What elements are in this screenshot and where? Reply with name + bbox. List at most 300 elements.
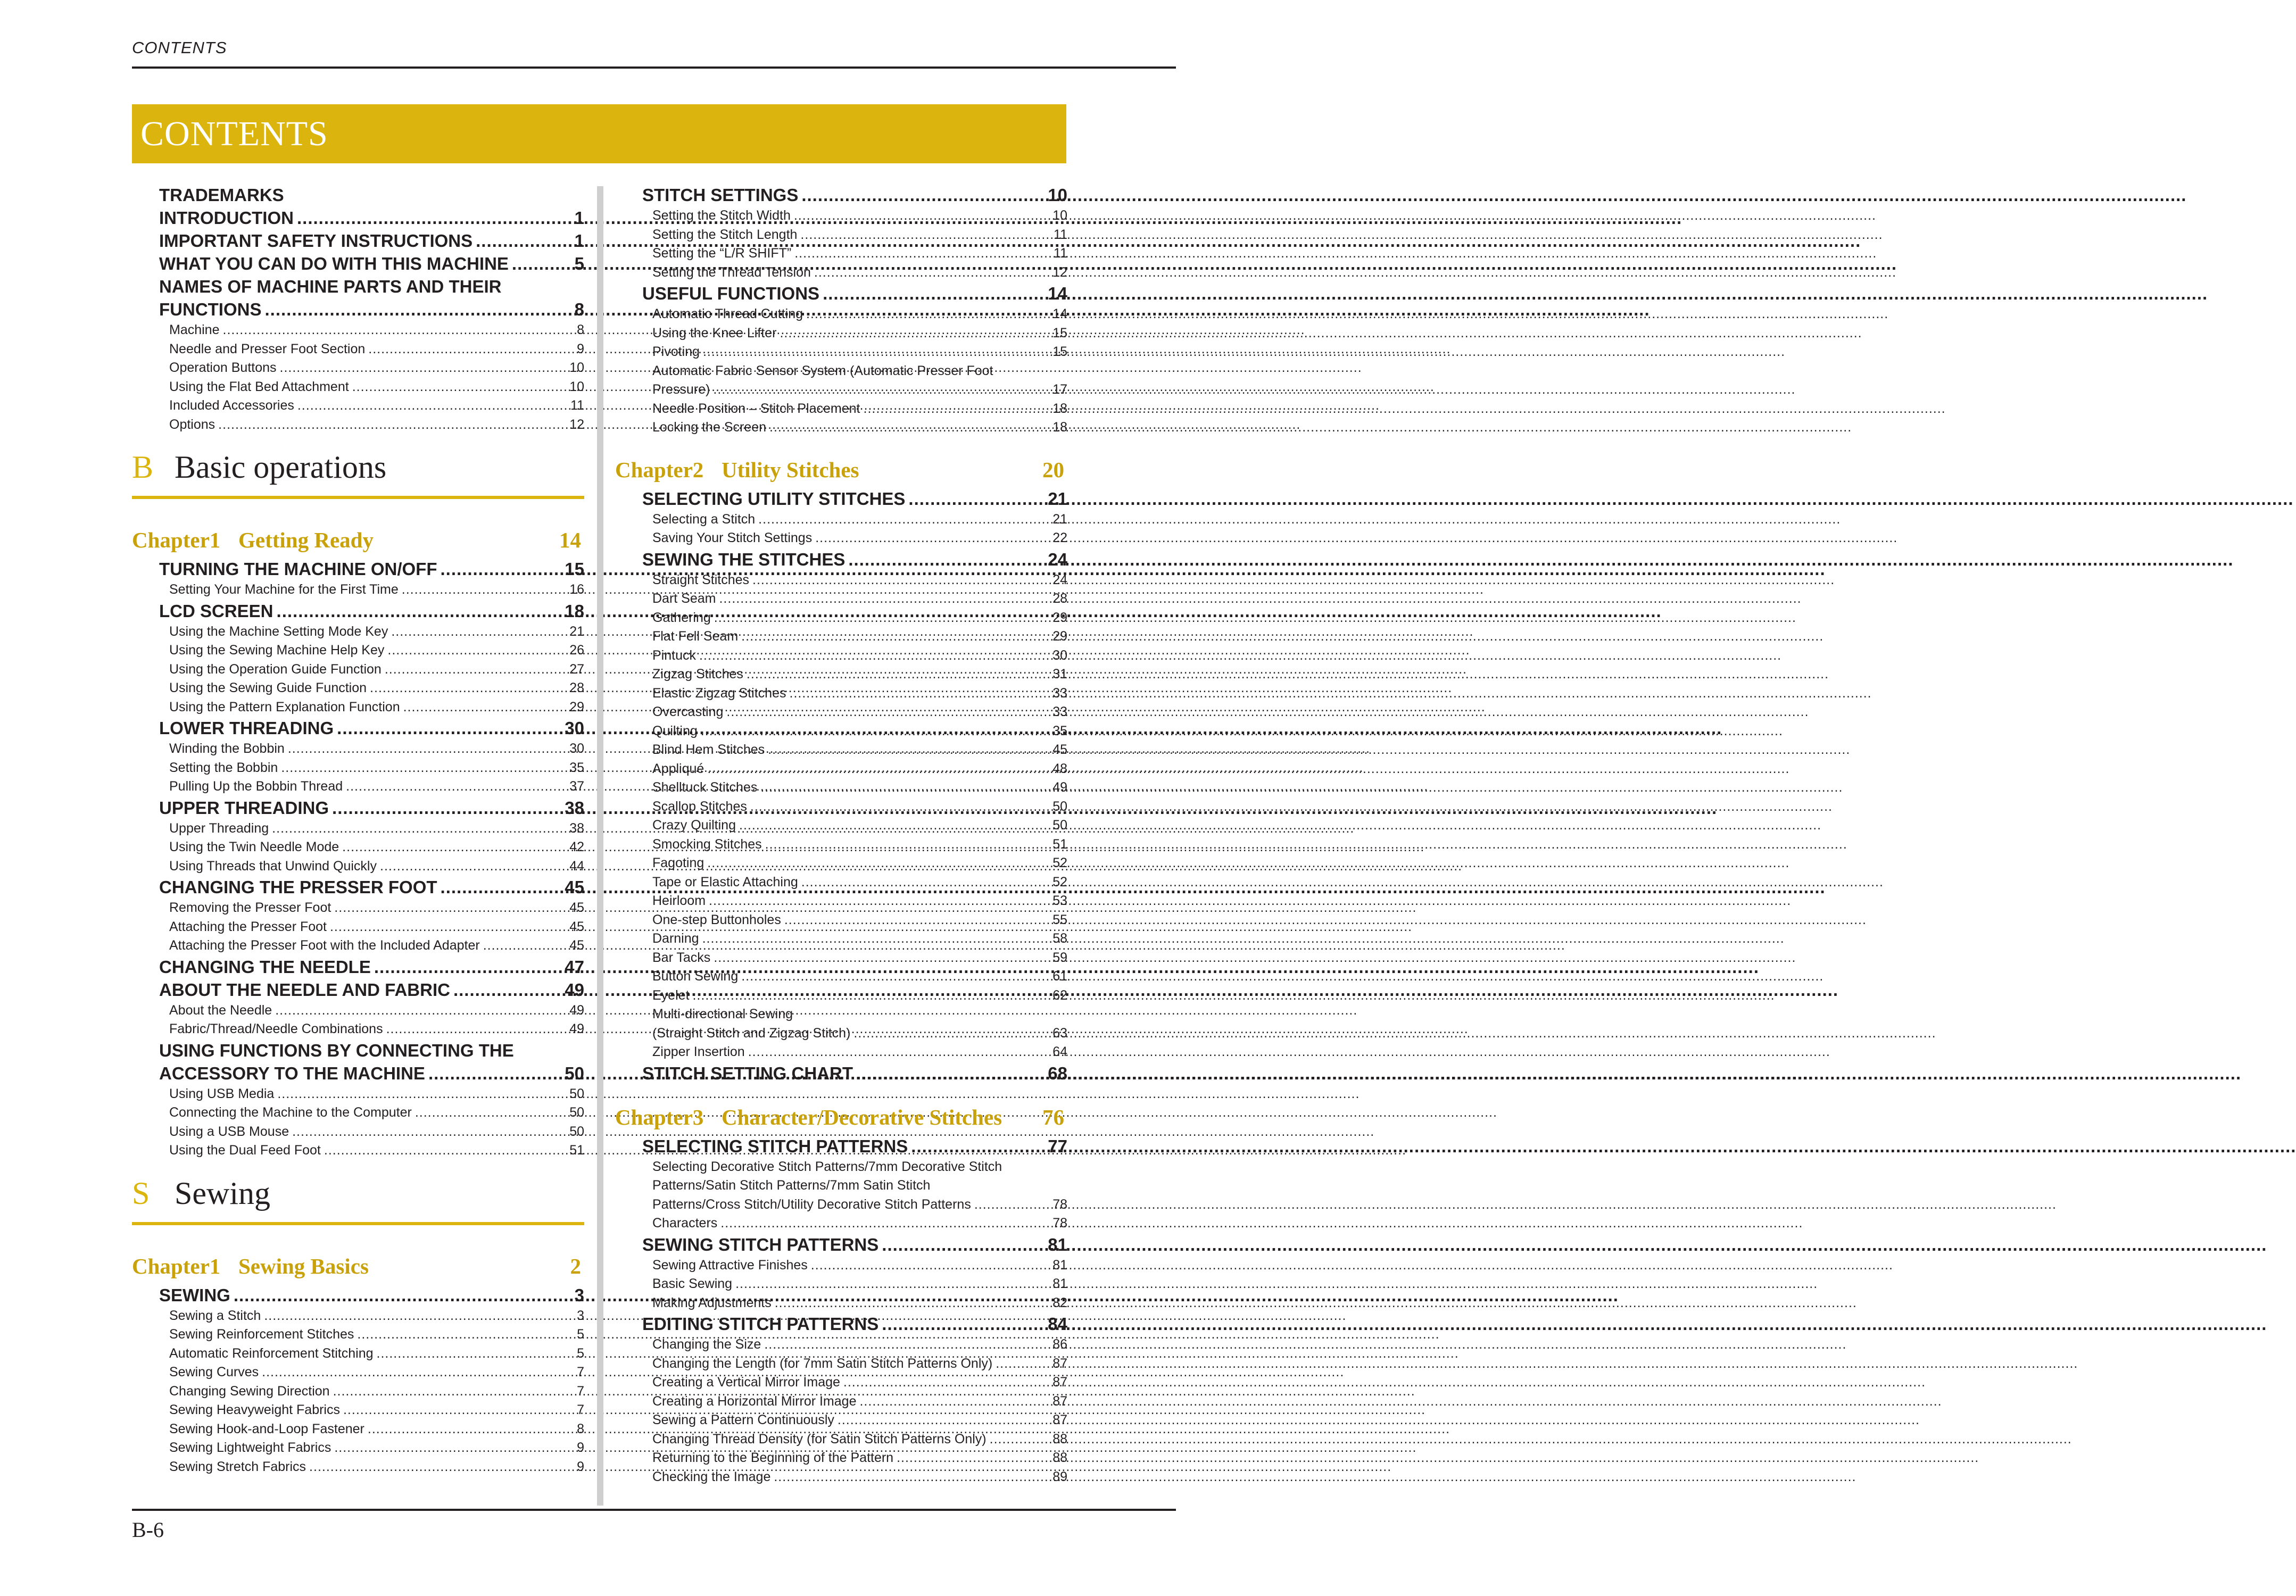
entry-title: Attaching the Presser Foot [169, 919, 327, 934]
toc-heading[interactable] [642, 1312, 1067, 1335]
toc-subentry[interactable] [169, 378, 584, 397]
chapter-title: Getting Ready [238, 528, 374, 552]
dot-leader [882, 1312, 1045, 1335]
toc-subentry[interactable]: Selecting Decorative Stitch Patterns/7mm Decorative Stitch [652, 1159, 1002, 1174]
entry-page: 15 [565, 559, 584, 579]
entry-page: 5 [577, 1345, 584, 1361]
toc-heading[interactable] [159, 717, 584, 739]
entry-page: 8 [574, 300, 584, 319]
entry-page: 28 [569, 680, 584, 695]
entry-title: Automatic Reinforcement Stitching [169, 1345, 374, 1361]
entry-page: 51 [1052, 836, 1067, 852]
toc-subentry[interactable] [652, 741, 1067, 760]
entry-title: ABOUT THE NEEDLE AND FABRIC [159, 979, 450, 1000]
entry-title: Elastic Zigzag Stitches [652, 685, 786, 701]
toc-subentry[interactable] [652, 510, 1067, 529]
dot-leader [990, 1430, 1050, 1449]
entry-title: LCD SCREEN [159, 601, 273, 621]
dot-leader [386, 1020, 567, 1039]
dot-leader [334, 899, 566, 918]
entry-title: Included Accessories [169, 398, 294, 413]
entry-title: Setting the Bobbin [169, 760, 278, 775]
dot-leader [699, 646, 1049, 666]
toc-subentry[interactable] [652, 226, 1067, 245]
entry-page: 81 [1052, 1257, 1067, 1273]
dot-leader [387, 641, 566, 660]
entry-page: 62 [1052, 987, 1067, 1003]
entry-title: SELECTING UTILITY STITCHES [642, 488, 906, 509]
dot-leader [750, 797, 1049, 817]
toc-subentry[interactable] [652, 873, 1067, 892]
dot-leader [385, 660, 566, 679]
entry-title: Needle Position – Stitch Placement [652, 401, 860, 416]
part-letter: S [132, 1175, 150, 1211]
entry-title: Upper Threading [169, 820, 269, 836]
toc-subentry[interactable] [652, 835, 1067, 854]
toc-subentry[interactable] [652, 760, 1067, 779]
toc-subentry[interactable] [652, 1392, 1067, 1411]
chapter-page: 14 [559, 528, 581, 552]
chapter-page: 20 [1042, 457, 1064, 482]
toc-heading[interactable] [159, 206, 584, 229]
entry-page: 50 [1052, 818, 1067, 833]
toc-subentry[interactable] [652, 1256, 1067, 1275]
dot-leader [775, 1294, 1049, 1313]
toc-heading[interactable]: NAMES OF MACHINE PARTS AND THEIR [159, 277, 502, 296]
dot-leader [352, 378, 567, 397]
entry-title: Heirloom [652, 893, 706, 908]
entry-title: Button Sewing [652, 969, 739, 984]
dot-leader [764, 1335, 1049, 1354]
entry-page: 24 [1052, 572, 1067, 587]
entry-title: Needle and Presser Foot Section [169, 341, 366, 356]
entry-page: 59 [1052, 950, 1067, 965]
entry-title: Using USB Media [169, 1086, 275, 1101]
toc-subentry[interactable] [652, 949, 1067, 968]
dot-leader [703, 343, 1049, 362]
dot-leader [741, 967, 1049, 986]
toc-subentry[interactable] [652, 816, 1067, 835]
dot-leader [403, 698, 567, 717]
toc-heading[interactable] [642, 548, 1067, 571]
toc-subentry[interactable] [652, 854, 1067, 873]
entry-page: 45 [569, 900, 584, 915]
toc-subentry[interactable] [652, 305, 1067, 324]
dot-leader [277, 1085, 566, 1104]
toc-heading[interactable] [159, 298, 584, 321]
toc-subentry[interactable] [169, 415, 584, 435]
entry-page: 12 [569, 417, 584, 432]
entry-page: 10 [1052, 208, 1067, 223]
toc-subentry[interactable] [169, 838, 584, 857]
entry-title: Using a USB Mouse [169, 1124, 289, 1139]
entry-title: CHANGING THE PRESSER FOOT [159, 877, 437, 897]
toc-subentry[interactable] [652, 589, 1067, 609]
toc-heading[interactable] [642, 1233, 1067, 1256]
entry-title: Using the Dual Feed Foot [169, 1143, 321, 1158]
toc-subentry[interactable] [169, 1382, 584, 1401]
entry-title: Scallop Stitches [652, 799, 747, 814]
entry-title: Changing Thread Density (for Satin Stitch Patterns Only) [652, 1431, 987, 1447]
toc-subentry[interactable] [169, 660, 584, 679]
dot-leader [864, 400, 1050, 419]
toc-heading[interactable] [159, 252, 584, 275]
toc-heading[interactable] [642, 282, 1067, 305]
dot-leader [768, 741, 1049, 760]
entry-page: 33 [1052, 704, 1067, 719]
entry-page: 9 [577, 341, 584, 356]
toc-subentry[interactable] [169, 1085, 584, 1104]
dot-leader [726, 703, 1049, 722]
toc-subentry[interactable] [652, 986, 1067, 1005]
toc-subentry[interactable] [652, 1024, 1067, 1043]
toc-subentry[interactable] [169, 1401, 584, 1420]
toc-subentry[interactable] [652, 1411, 1067, 1430]
toc-subentry[interactable] [169, 340, 584, 359]
entry-title: USEFUL FUNCTIONS [642, 284, 820, 303]
entry-title: Changing the Size [652, 1337, 761, 1352]
toc-subentry[interactable] [169, 1001, 584, 1020]
dot-leader [343, 1401, 574, 1420]
dot-leader [288, 739, 566, 759]
entry-title: Zigzag Stitches [652, 667, 743, 681]
toc-subentry[interactable] [169, 396, 584, 415]
toc-subentry[interactable] [169, 1103, 584, 1123]
dot-leader [342, 838, 566, 857]
toc-heading[interactable] [159, 1062, 584, 1085]
entry-title: Checking the Image [652, 1469, 771, 1484]
entry-page: 9 [577, 1459, 584, 1474]
dot-leader [428, 1062, 561, 1085]
entry-title: IMPORTANT SAFETY INSTRUCTIONS [159, 231, 473, 251]
entry-title: Crazy Quilting [652, 818, 736, 833]
chapter-heading-sewing-basics[interactable] [132, 1249, 584, 1284]
entry-page: 61 [1052, 969, 1067, 984]
toc-subentry[interactable] [169, 622, 584, 642]
entry-title: STITCH SETTING CHART [642, 1063, 853, 1083]
entry-page: 10 [1048, 185, 1067, 205]
part-letter: B [132, 450, 154, 485]
entry-title: Quilting [652, 723, 698, 738]
toc-subentry[interactable] [169, 698, 584, 717]
toc-subentry[interactable] [652, 1449, 1067, 1468]
entry-page: 8 [577, 1421, 584, 1436]
chapter-title: Character/Decorative Stitches [722, 1104, 1002, 1129]
dot-leader [794, 244, 1050, 263]
chapter-heading-character-decorative-stitches[interactable] [615, 1100, 1067, 1135]
entry-title: Sewing Heavyweight Fabrics [169, 1402, 340, 1417]
dot-leader [707, 760, 1049, 779]
toc-subentry[interactable] [169, 857, 584, 876]
toc-subentry[interactable] [169, 777, 584, 796]
dot-leader [377, 1344, 574, 1364]
dot-leader [330, 918, 566, 937]
entry-page: 44 [569, 858, 584, 874]
toc-subentry[interactable]: Multi-directional Sewing [652, 1007, 793, 1021]
entry-title: Setting the Stitch Length [652, 227, 798, 242]
entry-title: About the Needle [169, 1002, 272, 1018]
entry-title: Shelltuck Stitches [652, 780, 758, 795]
toc-subentry[interactable] [652, 1354, 1067, 1374]
entry-page: 18 [1052, 420, 1067, 435]
entry-title: Straight Stitches [652, 572, 750, 587]
toc-heading[interactable] [642, 1135, 1067, 1158]
entry-title: Making Adjustments [652, 1295, 772, 1310]
dot-leader [784, 911, 1049, 930]
dot-leader [453, 978, 561, 1001]
entry-page: 88 [1052, 1431, 1067, 1447]
dot-leader [380, 857, 566, 876]
toc-heading[interactable] [159, 978, 584, 1001]
toc-subentry[interactable] [652, 263, 1067, 282]
toc-subentry[interactable] [169, 819, 584, 838]
entry-title: Using the Machine Setting Mode Key [169, 624, 388, 639]
dot-leader [265, 298, 571, 321]
toc-subentry[interactable] [652, 684, 1067, 703]
toc-subentry[interactable] [169, 1420, 584, 1439]
page-number: B-6 [132, 1518, 164, 1542]
entry-title: (Straight Stitch and Zigzag Stitch) [652, 1025, 851, 1041]
decorative-stitches-list [615, 1135, 1067, 1487]
toc-subentry[interactable] [652, 1195, 1067, 1215]
toc-subentry[interactable] [652, 609, 1067, 628]
column-divider [597, 186, 603, 1506]
entry-title: Dart Seam [652, 591, 716, 606]
dot-leader [332, 796, 561, 819]
toc-heading[interactable] [642, 184, 1067, 206]
toc-subentry[interactable] [169, 1439, 584, 1458]
entry-page: 8 [577, 322, 584, 337]
dot-leader [780, 324, 1049, 343]
toc-subentry[interactable] [652, 343, 1067, 362]
entry-page: 30 [569, 741, 584, 756]
dot-leader [720, 1214, 1049, 1233]
toc-subentry[interactable] [169, 641, 584, 660]
toc-subentry[interactable] [652, 1294, 1067, 1313]
entry-title: UPPER THREADING [159, 797, 329, 818]
dot-leader [402, 580, 566, 600]
entry-title: Sewing Reinforcement Stitches [169, 1327, 354, 1342]
dot-leader [262, 1363, 574, 1382]
entry-title: Changing Sewing Direction [169, 1383, 330, 1399]
chapter-title: Utility Stitches [722, 457, 859, 482]
toc-subentry[interactable] [169, 359, 584, 378]
toc-subentry[interactable] [652, 1373, 1067, 1392]
toc-heading[interactable] [159, 796, 584, 819]
dot-leader [476, 229, 571, 252]
entry-page: 87 [1052, 1393, 1067, 1409]
part-heading-basic-operations [132, 446, 584, 499]
entry-page: 52 [1052, 855, 1067, 870]
toc-subentry[interactable] [169, 1325, 584, 1344]
dot-leader [441, 876, 562, 899]
dot-leader [882, 1233, 1045, 1256]
toc-subentry[interactable] [652, 703, 1067, 722]
toc-subentry[interactable] [652, 244, 1067, 263]
entry-title: Connecting the Machine to the Computer [169, 1105, 412, 1120]
dot-leader [741, 627, 1049, 646]
entry-title: Winding the Bobbin [169, 741, 285, 756]
dot-leader [277, 600, 562, 622]
toc-subentry[interactable] [169, 739, 584, 759]
toc-subentry[interactable] [652, 324, 1067, 343]
dot-leader [391, 622, 566, 642]
right-column [615, 184, 1067, 1486]
dot-leader [774, 1468, 1049, 1487]
dot-leader [838, 1411, 1049, 1430]
dot-leader [368, 1420, 574, 1439]
entry-page: 78 [1052, 1196, 1067, 1212]
entry-page: 52 [1052, 874, 1067, 890]
toc-subentry[interactable] [652, 778, 1067, 797]
toc-subentry[interactable] [652, 1468, 1067, 1487]
dot-leader [264, 1307, 574, 1326]
dot-leader [800, 226, 1050, 245]
entry-page: 42 [569, 839, 584, 854]
part-heading-sewing [132, 1172, 584, 1225]
entry-page: 64 [1052, 1044, 1067, 1059]
entry-title: Overcasting [652, 704, 724, 719]
toc-subentry[interactable]: Automatic Fabric Sensor System (Automatic Presser Foot [652, 363, 993, 378]
entry-page: 26 [569, 643, 584, 658]
toc-subentry[interactable] [652, 892, 1067, 911]
toc-subentry[interactable] [652, 400, 1067, 419]
dot-leader [415, 1103, 566, 1123]
entry-page: 11 [1054, 246, 1067, 261]
toc-subentry[interactable]: Patterns/Satin Stitch Patterns/7mm Satin Stitch [652, 1178, 931, 1193]
entry-title: Options [169, 417, 215, 432]
toc-subentry[interactable] [169, 679, 584, 698]
dot-leader [823, 282, 1045, 305]
entry-page: 58 [1052, 931, 1067, 946]
toc-subentry[interactable] [169, 1123, 584, 1142]
entry-page: 47 [565, 957, 584, 977]
entry-page: 11 [1054, 227, 1067, 242]
entry-page: 22 [1052, 530, 1067, 545]
entry-page: 37 [569, 779, 584, 794]
toc-subentry[interactable] [169, 321, 584, 340]
toc-subentry[interactable] [652, 418, 1067, 437]
toc-subentry[interactable] [169, 1363, 584, 1382]
toc-subentry[interactable] [169, 936, 584, 955]
bottom-rule [132, 1509, 1176, 1511]
toc-heading[interactable] [159, 600, 584, 622]
dot-leader [758, 510, 1049, 529]
toc-subentry[interactable] [169, 1141, 584, 1160]
dot-leader [769, 418, 1049, 437]
dot-leader [223, 321, 574, 340]
toc-heading[interactable] [159, 229, 584, 252]
chapter-heading-getting-ready[interactable] [132, 522, 584, 558]
toc-heading[interactable] [159, 955, 584, 978]
dot-leader [692, 986, 1049, 1005]
toc-subentry[interactable] [652, 929, 1067, 949]
toc-subentry[interactable] [652, 529, 1067, 548]
entry-page: 7 [577, 1365, 584, 1379]
entry-title: Sewing Hook-and-Loop Fastener [169, 1421, 364, 1436]
toc-subentry[interactable] [652, 797, 1067, 817]
entry-title: Pulling Up the Bobbin Thread [169, 779, 343, 794]
toc-subentry[interactable] [652, 627, 1067, 646]
toc-subentry[interactable] [652, 571, 1067, 590]
dot-leader [801, 184, 1045, 206]
toc-subentry[interactable] [169, 1020, 584, 1039]
dot-leader [814, 263, 1049, 282]
toc-subentry[interactable] [169, 1344, 584, 1364]
toc-heading[interactable] [159, 876, 584, 899]
entry-title: Using the Pattern Explanation Function [169, 699, 400, 714]
toc-subentry[interactable] [652, 206, 1067, 226]
toc-heading[interactable] [159, 558, 584, 580]
entry-page: 81 [1052, 1276, 1067, 1291]
toc-subentry[interactable] [652, 380, 1067, 400]
toc-subentry[interactable] [169, 1307, 584, 1326]
dot-leader [974, 1195, 1049, 1215]
entry-page: 35 [569, 760, 584, 775]
entry-title: Fagoting [652, 855, 704, 870]
entry-title: Using the Operation Guide Function [169, 661, 382, 677]
toc-subentry[interactable] [652, 911, 1067, 930]
dot-leader [281, 759, 566, 778]
toc-subentry[interactable] [652, 722, 1067, 741]
entry-title: Using the Sewing Machine Help Key [169, 643, 385, 658]
entry-title: Attaching the Presser Foot with the Included Adapter [169, 938, 480, 953]
utility-stitches-list [615, 487, 1067, 1085]
entry-page: 84 [1048, 1314, 1067, 1334]
toc-subentry[interactable] [652, 1275, 1067, 1294]
toc-heading[interactable] [159, 1284, 584, 1307]
chapter-heading-utility-stitches[interactable] [615, 452, 1067, 487]
entry-title: FUNCTIONS [159, 300, 262, 319]
entry-page: 38 [569, 820, 584, 836]
entry-title: INTRODUCTION [159, 208, 294, 228]
entry-title: Setting Your Machine for the First Time [169, 582, 399, 597]
toc-subentry[interactable] [169, 759, 584, 778]
dot-leader [234, 1284, 571, 1307]
dot-leader [897, 1449, 1049, 1468]
toc-subentry[interactable] [169, 1458, 584, 1477]
entry-page: 50 [1052, 799, 1067, 814]
entry-page: 35 [1052, 723, 1067, 738]
toc-subentry[interactable] [652, 1214, 1067, 1233]
toc-subentry[interactable] [652, 1430, 1067, 1449]
entry-page: 1 [574, 208, 584, 228]
stitch-settings-list [615, 184, 1067, 437]
entry-title: Sewing Attractive Finishes [652, 1257, 808, 1273]
toc-heading[interactable]: TRADEMARKS [159, 185, 284, 205]
entry-page: 38 [565, 797, 584, 818]
toc-subentry[interactable] [169, 918, 584, 937]
entry-page: 50 [565, 1063, 584, 1083]
contents-banner: CONTENTS [132, 104, 1066, 163]
entry-page: 45 [1052, 742, 1067, 757]
toc-subentry[interactable] [652, 967, 1067, 986]
dot-leader [297, 396, 567, 415]
chapter-number: Chapter1 [132, 1253, 221, 1278]
toc-subentry[interactable] [652, 1043, 1067, 1062]
toc-subentry[interactable] [652, 646, 1067, 666]
toc-heading[interactable] [642, 487, 1067, 510]
toc-subentry[interactable] [652, 665, 1067, 684]
toc-subentry[interactable] [169, 899, 584, 918]
entry-title: Darning [652, 931, 699, 946]
entry-title: ACCESSORY TO THE MACHINE [159, 1063, 425, 1083]
toc-heading[interactable]: USING FUNCTIONS BY CONNECTING THE [159, 1040, 514, 1060]
toc-subentry[interactable] [169, 580, 584, 600]
entry-page: 49 [569, 1002, 584, 1018]
toc-heading[interactable] [642, 1062, 1067, 1085]
toc-subentry[interactable] [652, 1335, 1067, 1354]
